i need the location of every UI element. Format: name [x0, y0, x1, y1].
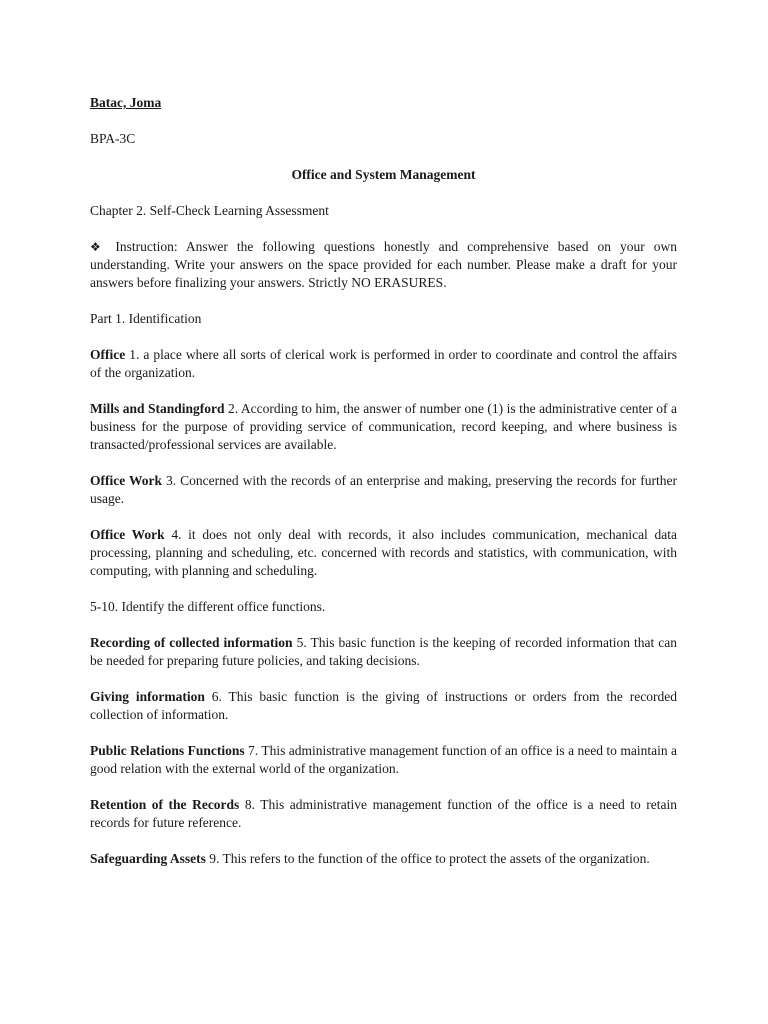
- functions-heading: 5-10. Identify the different office functions.: [90, 599, 326, 614]
- question-item: [90, 526, 677, 580]
- instruction-paragraph: [90, 238, 677, 292]
- question-text: 5. This basic function is the keeping of recorded information that can be needed for preparing future policies, and taking decisions.: [90, 635, 677, 668]
- instruction-text: Instruction: Answer the following questions honestly and comprehensive based on your own understanding. Write your answers on the space provided for each number. Please make a draft for your answers before finalizing your answers. Strictly NO ERASURES.: [90, 239, 678, 290]
- answer-term: Retention of the Records: [90, 797, 240, 812]
- function-item: [90, 850, 677, 868]
- question-text: 8. This administrative management function of the office is a need to retain records for future reference.: [90, 797, 677, 830]
- answer-term: Safeguarding Assets: [90, 851, 206, 866]
- question-text: 4. it does not only deal with records, it also includes communication, mechanical data processing, planning and scheduling, etc. concerned with records and statistics, with communication, with computing, with planning and scheduling.: [90, 527, 677, 578]
- question-text: 3. Concerned with the records of an enterprise and making, preserving the records for further usage.: [90, 473, 677, 506]
- document-body: [90, 94, 677, 868]
- question-text: 6. This basic function is the giving of instructions or orders from the recorded collection of information.: [90, 689, 677, 722]
- question-text: 9. This refers to the function of the office to protect the assets of the organization.: [209, 851, 650, 866]
- answer-term: Mills and Standingford: [90, 401, 225, 416]
- answer-term: Office: [90, 347, 126, 362]
- question-item: [90, 400, 677, 454]
- document-title: Office and System Management: [291, 167, 476, 182]
- student-name: Batac, Joma: [90, 95, 162, 110]
- answer-term: Giving information: [90, 689, 205, 704]
- diamond-bullet-icon: ❖: [90, 240, 107, 254]
- answer-term: Office Work: [90, 473, 162, 488]
- question-text: 7. This administrative management function of an office is a need to maintain a good relation with the external world of the organization.: [90, 743, 677, 776]
- answer-term: Public Relations Functions: [90, 743, 245, 758]
- question-item: [90, 346, 677, 382]
- question-text: 2. According to him, the answer of number one (1) is the administrative center of a business for the purpose of providing service of communication, record keeping, and where business is transacted/professional services are available.: [90, 401, 678, 452]
- function-item: [90, 634, 677, 670]
- part-heading: Part 1. Identification: [90, 311, 202, 326]
- question-text: 1. a place where all sorts of clerical work is performed in order to coordinate and control the affairs of the organization.: [90, 347, 678, 380]
- function-item: [90, 796, 677, 832]
- function-item: [90, 742, 677, 778]
- answer-term: Office Work: [90, 527, 165, 542]
- answer-term: Recording of collected information: [90, 635, 293, 650]
- function-item: [90, 688, 677, 724]
- question-item: [90, 472, 677, 508]
- student-section: BPA-3C: [90, 131, 136, 146]
- chapter-heading: Chapter 2. Self-Check Learning Assessment: [90, 203, 329, 218]
